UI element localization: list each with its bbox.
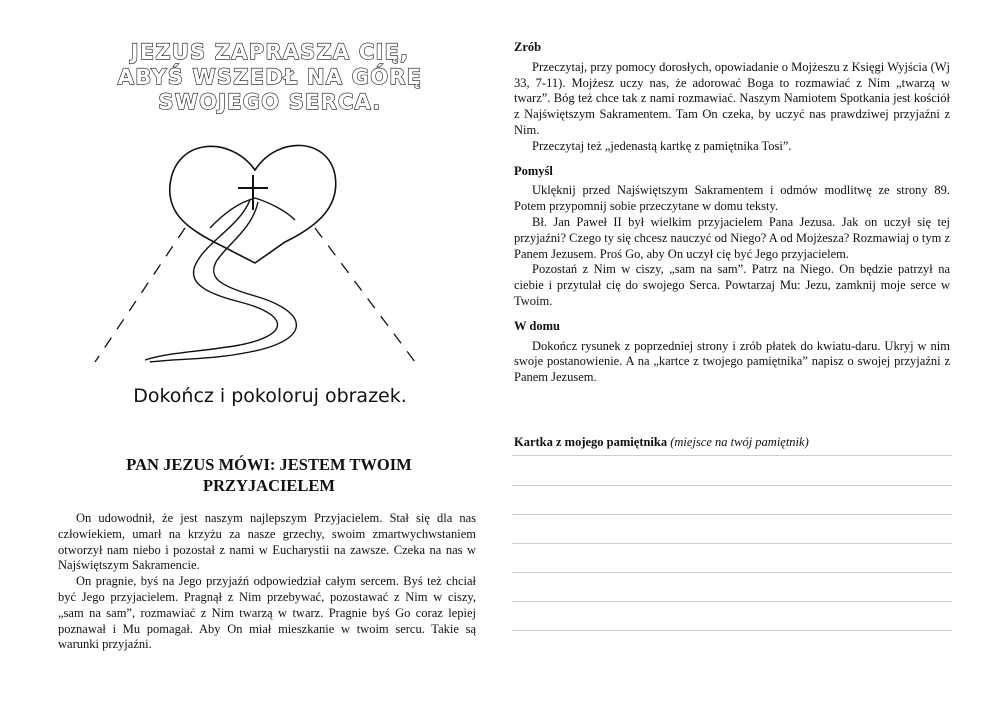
writing-line[interactable] bbox=[512, 455, 952, 456]
road-right-edge bbox=[150, 202, 296, 362]
paragraph: On udowodnił, że jest naszym najlepszym Przyjacielem. Stał się dla nas człowiekiem, umarł na krzyżu za nasze grzechy, swoim zmartwychwstaniem otworzył nam niebo i pozostał z nami w Eucharystii na zawsze. Czeka na nas w Najświętszym Sakramencie. bbox=[58, 511, 476, 573]
heading-line: PRZYJACIELEM bbox=[202, 476, 335, 495]
paragraph: Bł. Jan Paweł II był wielkim przyjacielem Pana Jezusa. Jak on uczył się tej przyjaźni? Czego ty się chcesz nauczyć od Niego? A od Mojżesza? Rozmawiaj o tym z Panem Jezusem. Proś Go, aby On uczył cię być Jego przyjacielem. bbox=[514, 214, 950, 261]
section-title: Zrób bbox=[514, 40, 542, 54]
left-body-text bbox=[58, 511, 476, 653]
diary-title bbox=[514, 435, 809, 450]
right-body-text bbox=[514, 40, 950, 395]
writing-line[interactable] bbox=[512, 514, 952, 515]
title-line: JEZUS ZAPRASZA CIĘ, bbox=[130, 40, 410, 64]
mountain-slope-left bbox=[95, 228, 185, 362]
mountain-slope-right bbox=[315, 228, 415, 362]
writing-line[interactable] bbox=[512, 543, 952, 544]
diary-hint: (miejsce na twój pamiętnik) bbox=[670, 435, 809, 449]
diary-label: Kartka z mojego pamiętnika bbox=[514, 435, 668, 449]
section-pomysl bbox=[514, 164, 950, 310]
drawing-caption: Dokończ i pokoloruj obrazek. bbox=[133, 385, 407, 407]
paragraph: Uklęknij przed Najświętszym Sakramentem i odmów modlitwę ze strony 89. Potem przypomnij sobie przeczytane w domu teksty. bbox=[514, 183, 950, 214]
outline-title bbox=[80, 40, 460, 115]
writing-line[interactable] bbox=[512, 601, 952, 602]
paragraph: On pragnie, byś na Jego przyjaźń odpowiedział całym sercem. Byś też chciał być Jego przyjacielem. Pragnął z Nim przebywać, pozostawać z Nim w ciszy, „sam na sam”, rozmawiać z Nim twarzą w twarz. Pragnie byś Go coraz lepiej poznawał i Mu pomagał. Aby On miał mieszkanie w twoim sercu. Takie są warunki przyjaźni. bbox=[58, 574, 476, 652]
writing-line[interactable] bbox=[512, 485, 952, 486]
title-line: ABYŚ WSZEDŁ NA GÓRĘ bbox=[117, 65, 423, 89]
paragraph: Dokończ rysunek z poprzedniej strony i zrób płatek do kwiatu-daru. Ukryj w nim swoje postanowienie. A na „kartce z twojego pamiętnika” napisz o swojej przyjaźni z Panem Jezusem. bbox=[514, 338, 950, 385]
writing-line[interactable] bbox=[512, 630, 952, 631]
section-zrob bbox=[514, 40, 950, 155]
road-left-edge bbox=[145, 200, 278, 360]
section-w-domu bbox=[514, 319, 950, 386]
paragraph: Pozostań z Nim w ciszy, „sam na sam”. Patrz na Niego. On będzie patrzył na ciebie i przytulał cię do swojego Serca. Powtarzaj Mu: Jezu, zamknij moje serce w Twoim. bbox=[514, 262, 950, 308]
cross-icon bbox=[238, 175, 268, 210]
section-heading bbox=[60, 454, 478, 496]
heading-line: PAN JEZUS MÓWI: JESTEM TWOIM bbox=[126, 455, 412, 474]
paragraph: Przeczytaj też „jedenastą kartkę z pamiętnika Tosi”. bbox=[532, 138, 792, 153]
section-title: W domu bbox=[514, 318, 560, 333]
paragraph: Przeczytaj, przy pomocy dorosłych, opowiadanie o Mojżeszu z Księgi Wyjścia (Wj 33, 7-11). Mojżesz uczy nas, że adorować Boga to rozmawiać z Nim „twarzą w twarz”. Bóg też chce tak z nami rozmawiać. Naszym Namiotem Spotkania jest kościół z Najświętszym Sakramentem. Tam On czeka, by uczyć nas prawdziwej przyjaźni z Nim. bbox=[514, 59, 950, 137]
title-line: SWOJEGO SERCA. bbox=[158, 90, 382, 114]
heart-mountain-drawing bbox=[90, 130, 430, 375]
writing-line[interactable] bbox=[512, 572, 952, 573]
section-title: Pomyśl bbox=[514, 163, 553, 178]
